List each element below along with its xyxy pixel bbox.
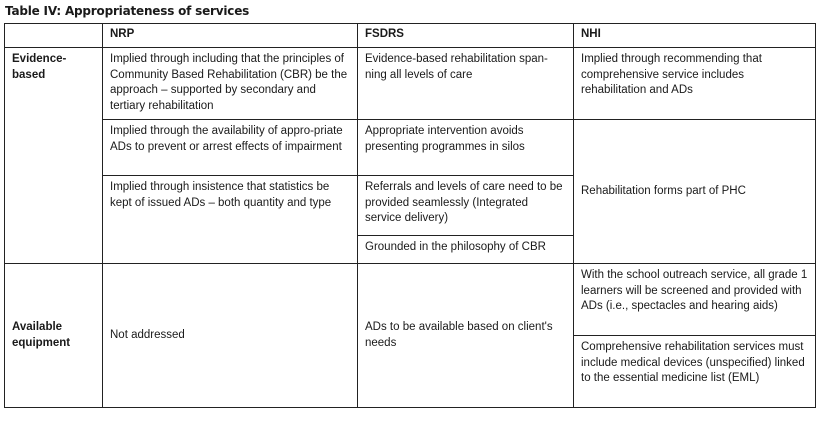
nhi-cell: Rehabilitation forms part of PHC	[574, 120, 816, 264]
row-label-available-equipment: Available equipment	[5, 264, 103, 408]
fsdrs-cell: Referrals and levels of care need to be provided seamlessly (Integrated service delivery)	[358, 176, 574, 236]
nrp-cell: Implied through the availability of appro-priate ADs to prevent or arrest effects of impairment	[103, 120, 358, 176]
header-empty	[5, 24, 103, 48]
nrp-cell: Implied through including that the principles of Community Based Rehabilitation (CBR) be the approach – supported by secondary and tertiary rehabilitation	[103, 48, 358, 120]
header-nhi: NHI	[574, 24, 816, 48]
nrp-cell: Implied through insistence that statistics be kept of issued ADs – both quantity and type	[103, 176, 358, 264]
fsdrs-cell: Appropriate intervention avoids presenting programmes in silos	[358, 120, 574, 176]
fsdrs-cell: Evidence-based rehabilitation span-ning all levels of care	[358, 48, 574, 120]
nhi-cell: With the school outreach service, all grade 1 learners will be screened and provided with ADs (i.e., spectacles and hearing aids)	[574, 264, 816, 336]
header-fsdrs: FSDRS	[358, 24, 574, 48]
row-label-text: Evidence- based	[12, 53, 67, 81]
nrp-cell: Not addressed	[103, 264, 358, 408]
nhi-cell: Implied through recommending that comprehensive service includes rehabilitation and ADs	[574, 48, 816, 120]
fsdrs-cell: ADs to be available based on client's needs	[358, 264, 574, 408]
fsdrs-cell: Grounded in the philosophy of CBR	[358, 236, 574, 264]
appropriateness-table	[4, 23, 816, 408]
nhi-cell: Comprehensive rehabilitation services must include medical devices (unspecified) linked to the essential medicine list (EML)	[574, 336, 816, 408]
row-label-evidence-based	[5, 48, 103, 264]
header-nrp: NRP	[103, 24, 358, 48]
table-title: Table IV: Appropriateness of services	[5, 4, 250, 18]
